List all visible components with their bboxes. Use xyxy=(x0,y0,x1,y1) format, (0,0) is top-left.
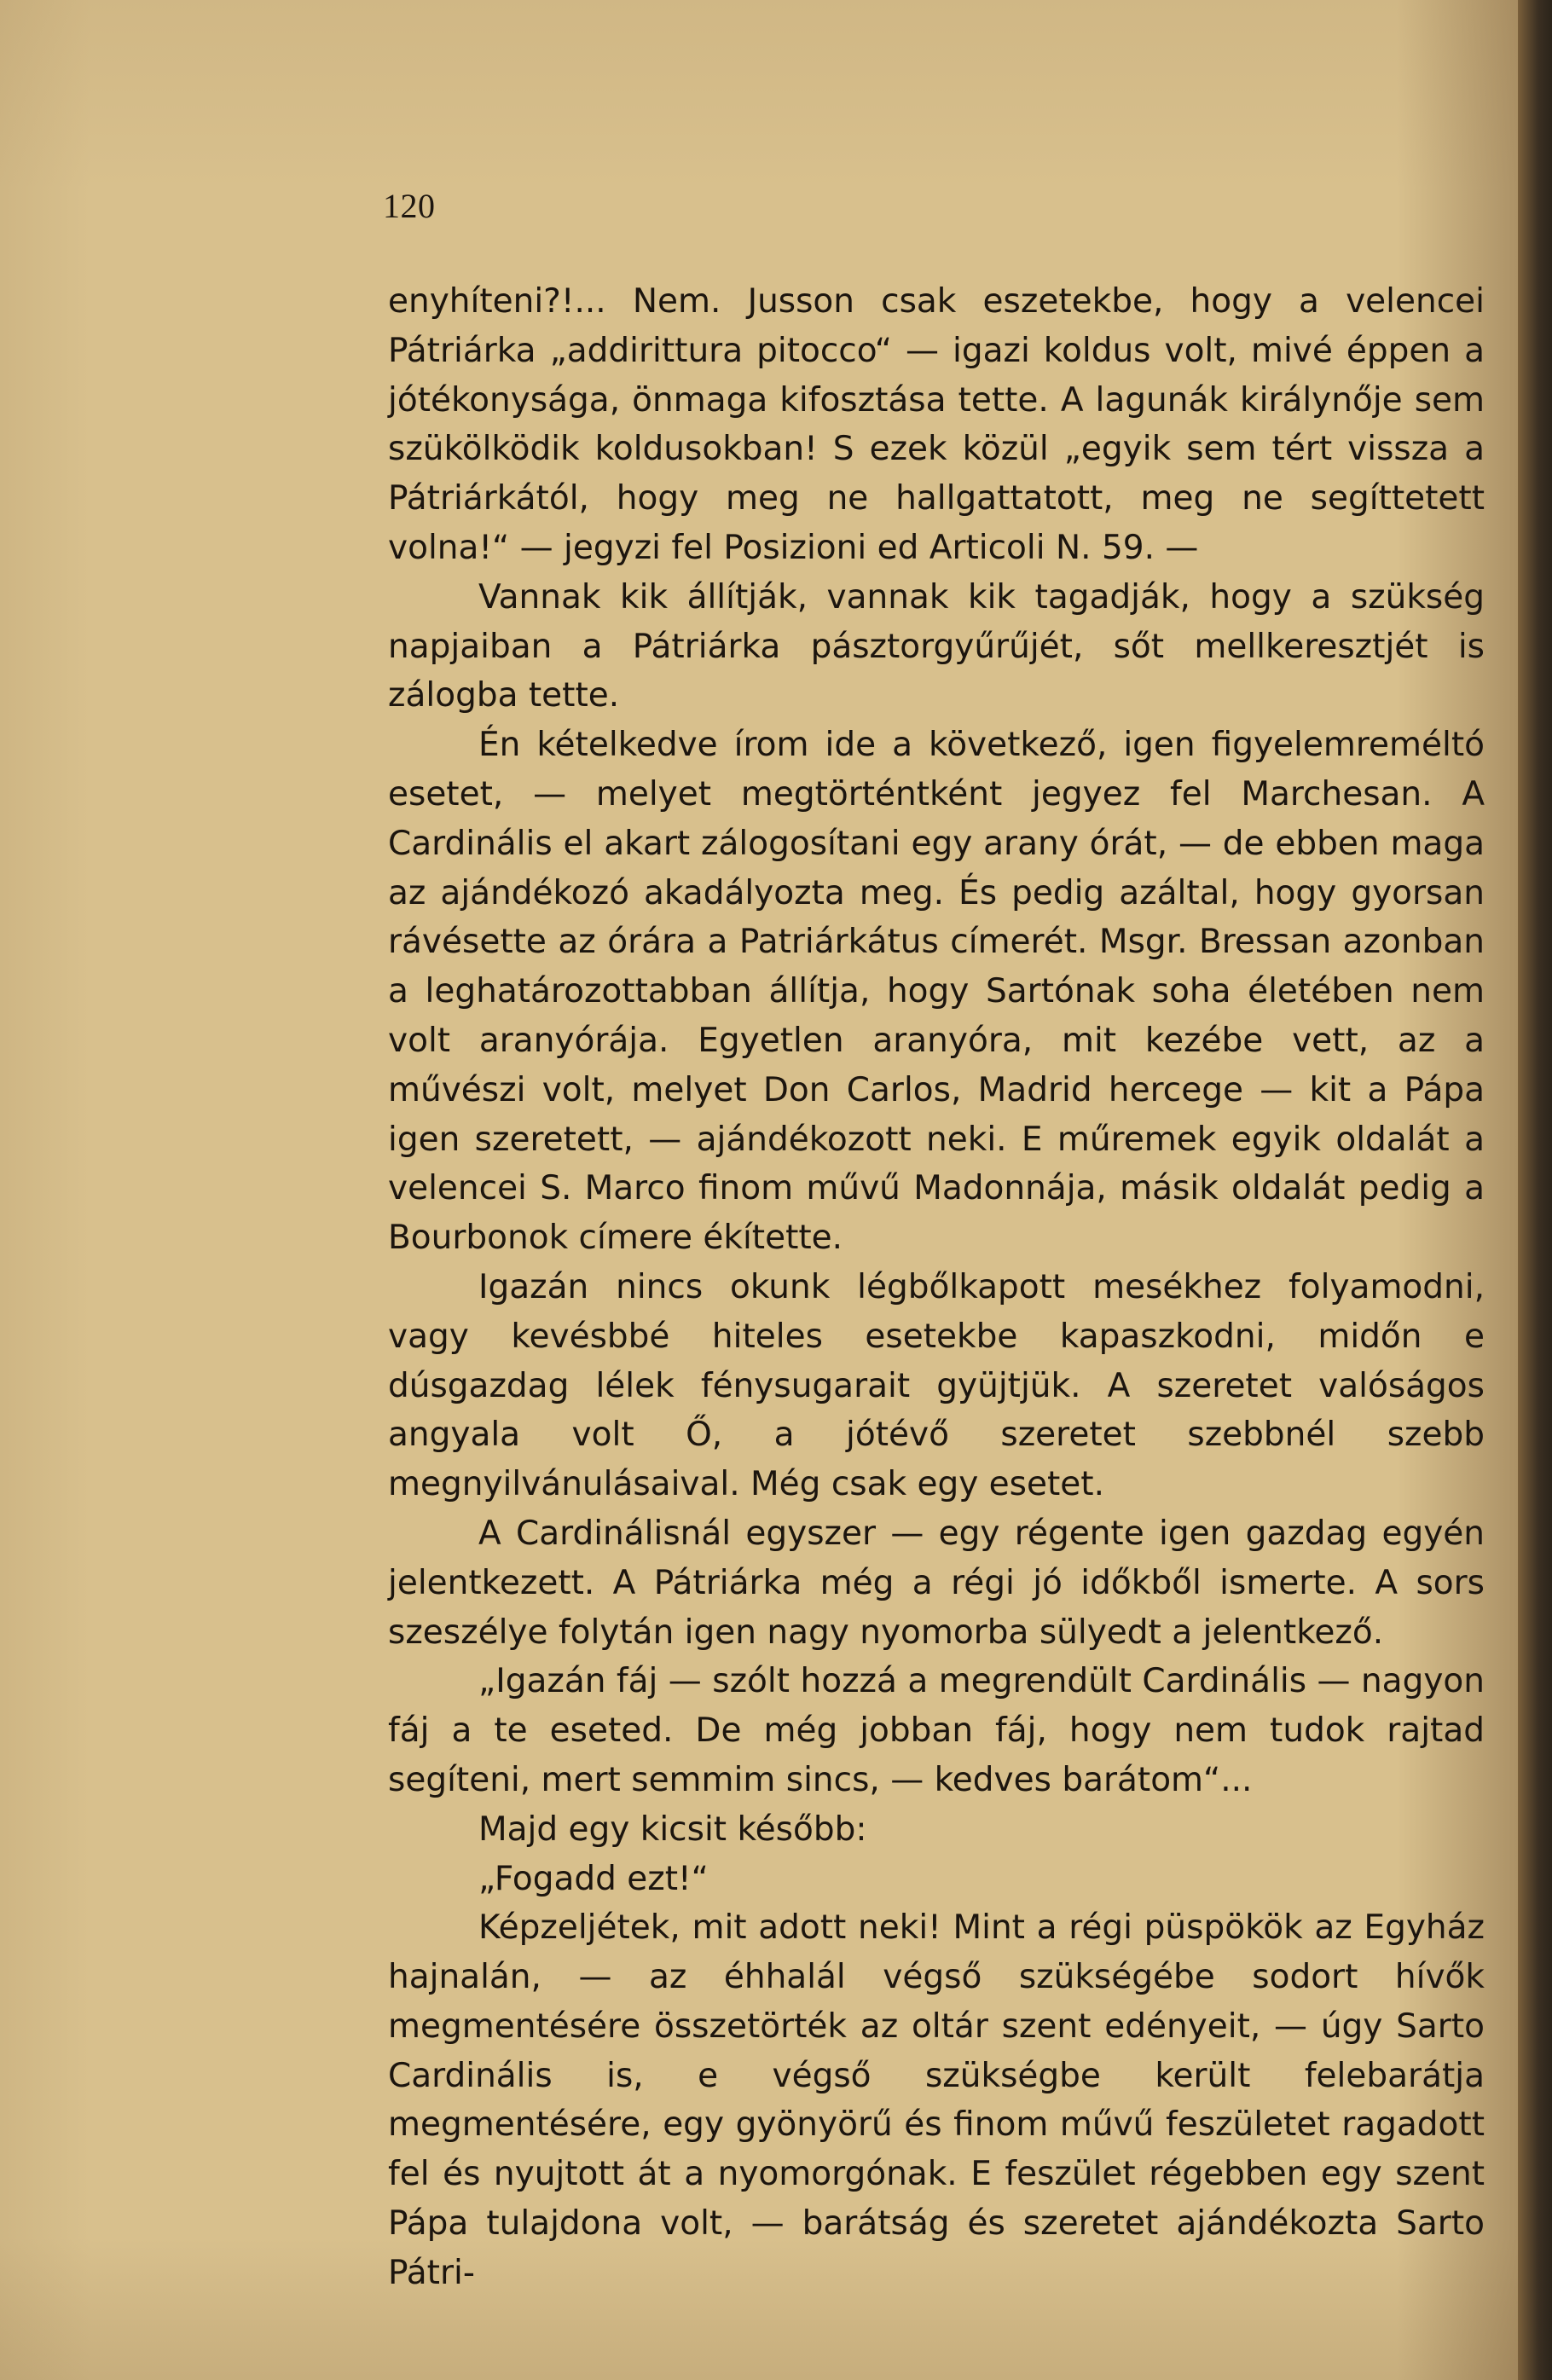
paragraph: „Igazán fáj — szólt hozzá a megrendült Cardinális — nagyon fáj a te eseted. De még jobban fáj, hogy nem tudok rajtad segíteni, mert semmim sincs, — kedves barátom“... xyxy=(388,1662,1485,1799)
paragraph: enyhíteni?!... Nem. Jusson csak eszetekbe, hogy a velencei Pátriárka „addirittura pitocco“ — igazi koldus volt, mivé éppen a jótékonysága, önmaga kifosztása tette. A lagunák királynője sem szükölködik koldusokban! S ezek közül „egyik sem tért vissza a Pátriárkától, hogy meg ne hallgattatott, meg ne segíttetett volna!“ — jegyzi fel Posizioni ed Articoli N. 59. — xyxy=(388,282,1485,567)
paragraph: Igazán nincs okunk légbőlkapott mesékhez folyamodni, vagy kevésbbé hiteles esetekbe kapaszkodni, midőn e dúsgazdag lélek fénysugarait gyüjtjük. A szeretet valóságos angyala volt Ő, a jótévő szeretet szebbnél szebb megnyilvánulásaival. Még csak egy esetet. xyxy=(388,1267,1485,1504)
page-number: 120 xyxy=(383,187,436,225)
paragraph: Képzeljétek, mit adott neki! Mint a régi püspökök az Egyház hajnalán, — az éhhalál végső szükségébe sodort hívők megmentésére összetörték az oltár szent edényeit, — úgy Sarto Cardinális is, e végső szükségbe került felebarátja megmentésére, egy gyönyörű és finom művű feszületet ragadott fel és nyujtott át a nyomorgónak. E feszület régebben egy szent Pápa tulajdona volt, — barátság és szeretet ajándékozta Sarto Pátri- xyxy=(388,1908,1485,2292)
paragraph: Én kételkedve írom ide a következő, igen figyelemreméltó esetet, — melyet megtörténtként jegyez fel Marchesan. A Cardinális el akart zálogosítani egy arany órát, — de ebben maga az ajándékozó akadályozta meg. És pedig azáltal, hogy gyorsan rávésette az órára a Patriárkátus címerét. Msgr. Bressan azonban a leghatározottabban állítja, hogy Sartónak soha életében nem volt aranyórája. Egyetlen aranyóra, mit kezébe vett, az a művészi volt, melyet Don Carlos, Madrid hercege — kit a Pápa igen szeretett, — ajándékozott neki. E műremek egyik oldalát a velencei S. Marco finom művű Madonnája, másik oldalát pedig a Bourbonok címere ékítette. xyxy=(388,726,1485,1258)
paragraph: Majd egy kicsit később: xyxy=(478,1810,867,1849)
paragraph: A Cardinálisnál egyszer — egy régente igen gazdag egyén jelentkezett. A Pátriárka még a régi jó időkből ismerte. A sors szeszélye folytán igen nagy nyomorba sülyedt a jelentkező. xyxy=(388,1514,1485,1652)
paragraph: „Fogadd ezt!“ xyxy=(478,1859,709,1898)
body-text xyxy=(388,277,1485,2298)
book-edge-shadow xyxy=(1518,0,1552,2380)
paragraph: Vannak kik állítják, vannak kik tagadják, hogy a szükség napjaiban a Pátriárka pásztorgyűrűjét, sőt mellkeresztjét is zálogba tette. xyxy=(388,577,1485,715)
